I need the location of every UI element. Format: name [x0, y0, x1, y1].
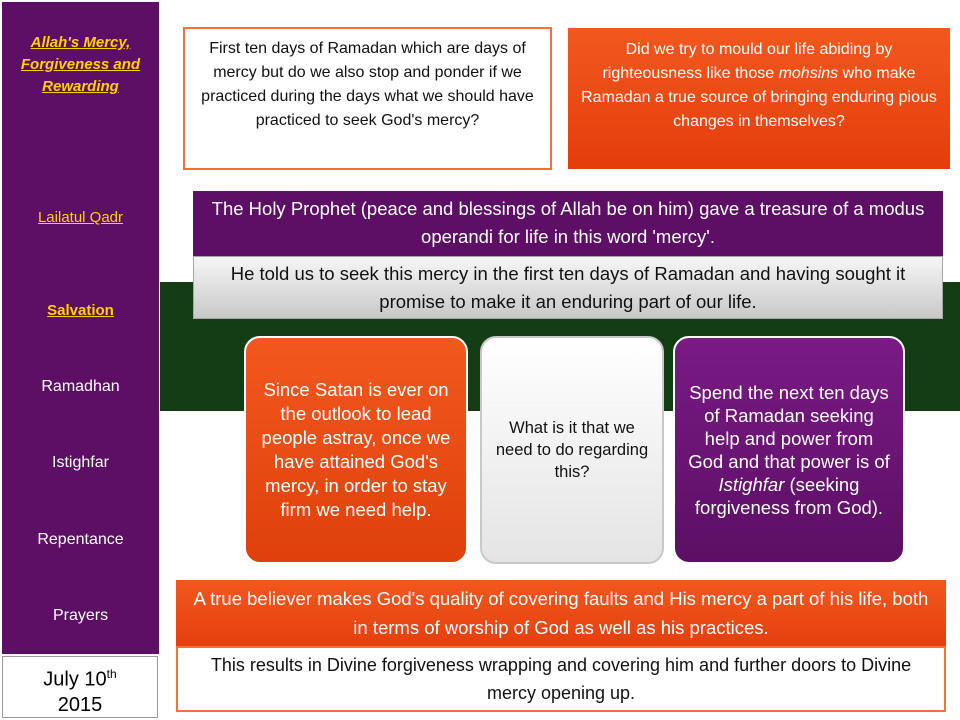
date-year: 2015: [57, 693, 103, 716]
satan-help-text: Since Satan is ever on the outlook to lead people astray, once we have attained God's mercy, in order to stay firm we need help.: [261, 379, 451, 520]
date-box: [2, 656, 158, 718]
istighfar-card: [673, 336, 905, 564]
mohsins-question-box: [568, 28, 950, 169]
divine-forgiveness-banner: This results in Divine forgiveness wrapping and covering him and further doors to Divine mercy opening up.: [176, 646, 946, 712]
mohsins-text-after: who make Ramadan a true source of bringing enduring pious changes in themselves?: [581, 65, 937, 130]
sidebar-item-prayers[interactable]: Prayers: [52, 607, 109, 624]
istighfar-after: (seeking forgiveness from God).: [694, 474, 884, 518]
sidebar-item-allahs-mercy[interactable]: Allah's Mercy, Forgiveness and Rewarding: [20, 34, 141, 95]
what-to-do-card: [480, 336, 664, 564]
satan-help-card: [244, 336, 468, 564]
istighfar-text: [685, 381, 893, 519]
sidebar-item-salvation[interactable]: Salvation: [47, 302, 114, 319]
istighfar-emphasis: Istighfar: [718, 474, 785, 495]
sidebar-nav: [2, 2, 159, 654]
true-believer-banner: A true believer makes God's quality of covering faults and His mercy a part of his life, both in terms of worship of God as well as his practices.: [176, 580, 946, 646]
sidebar-item-ramadhan[interactable]: Ramadhan: [41, 378, 120, 395]
what-to-do-text: What is it that we need to do regarding this?: [495, 419, 649, 481]
mohsins-emphasis: mohsins: [778, 65, 839, 82]
sidebar-item-istighfar[interactable]: Istighfar: [52, 454, 109, 471]
date-suffix: th: [106, 667, 117, 681]
prophet-mercy-banner: The Holy Prophet (peace and blessings of Allah be on him) gave a treasure of a modus operandi for life in this word 'mercy'.: [193, 191, 943, 257]
mercy-question-box: First ten days of Ramadan which are days of mercy but do we also stop and ponder if we practiced during the days what we should have practiced to seek God's mercy?: [183, 27, 552, 170]
seek-mercy-banner: He told us to seek this mercy in the first ten days of Ramadan and having sought it promise to make it an enduring part of our life.: [193, 256, 943, 319]
istighfar-before: Spend the next ten days of Ramadan seeking help and power from God and that power is of: [688, 382, 890, 472]
mohsins-text-before: Did we try to mould our life abiding by righteousness like those: [602, 41, 893, 82]
sidebar-item-lailatul-qadr[interactable]: Lailatul Qadr: [37, 209, 124, 226]
date-day: July 10: [43, 668, 107, 691]
sidebar-item-repentance[interactable]: Repentance: [37, 531, 124, 548]
